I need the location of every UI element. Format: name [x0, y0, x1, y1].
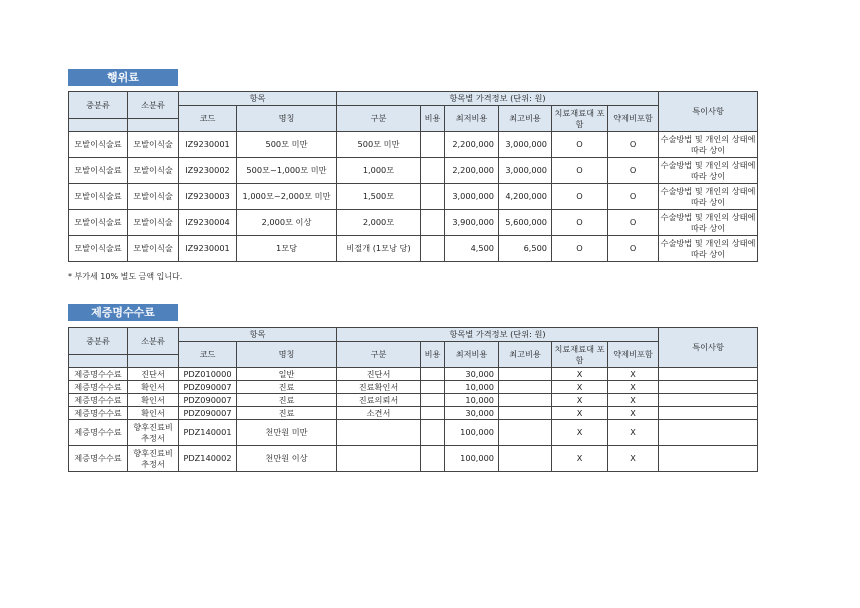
cell-drug: O: [608, 236, 659, 262]
header-min-cost: 최저비용: [445, 342, 499, 368]
cell-name: 진료: [237, 394, 337, 407]
header-cost: 비용: [421, 106, 445, 132]
cell-mid: 제증명수수료: [69, 381, 128, 394]
cell-name: 진료: [237, 407, 337, 420]
cell-sub: 모발이식술: [128, 158, 179, 184]
cell-code: IZ9230004: [179, 210, 237, 236]
cell-code: IZ9230001: [179, 236, 237, 262]
cell-material: X: [552, 446, 608, 472]
cell-division: 500모 미만: [337, 132, 421, 158]
cell-division: 진료의뢰서: [337, 394, 421, 407]
header-code: 코드: [179, 106, 237, 132]
cell-max-cost: [499, 420, 552, 446]
cell-code: PDZ090007: [179, 407, 237, 420]
cell-division: 진료확인서: [337, 381, 421, 394]
cell-min-cost: 2,200,000: [445, 158, 499, 184]
cell-max-cost: [499, 407, 552, 420]
cell-drug: O: [608, 158, 659, 184]
cell-min-cost: 30,000: [445, 407, 499, 420]
cell-code: IZ9230002: [179, 158, 237, 184]
table-row: [69, 368, 758, 381]
header-max-cost: 최고비용: [499, 106, 552, 132]
table-row: [69, 210, 758, 236]
header-group-item: 항목: [179, 328, 337, 342]
header-min-cost: 최저비용: [445, 106, 499, 132]
header-sub-category: 소분류: [128, 92, 179, 119]
cell-drug: X: [608, 420, 659, 446]
cell-name: 1,000모~2,000모 미만: [237, 184, 337, 210]
section-title-procedure-fees: 행위료: [68, 69, 178, 86]
cell-material: O: [552, 132, 608, 158]
cell-sub: 향후진료비 추정서: [128, 420, 179, 446]
certificate-fee-table: [68, 327, 758, 472]
procedure-fee-table: [68, 91, 758, 262]
table-row: [69, 184, 758, 210]
cell-sub: 확인서: [128, 407, 179, 420]
header-max-cost: 최고비용: [499, 342, 552, 368]
cell-drug: X: [608, 446, 659, 472]
cell-mid: 모발이식술료: [69, 158, 128, 184]
cell-remarks: 수술방법 및 개인의 상태에 따라 상이: [659, 210, 758, 236]
cell-mid: 제증명수수료: [69, 420, 128, 446]
cell-sub: 확인서: [128, 394, 179, 407]
cell-material: X: [552, 368, 608, 381]
cell-division: [337, 420, 421, 446]
cell-min-cost: 2,200,000: [445, 132, 499, 158]
table-row: [69, 407, 758, 420]
cell-material: O: [552, 210, 608, 236]
cell-name: 500모~1,000모 미만: [237, 158, 337, 184]
cell-drug: X: [608, 394, 659, 407]
cell-division: 비절개 (1모낭 당): [337, 236, 421, 262]
header-drug-included: 약제비포함: [608, 342, 659, 368]
cell-mid: 모발이식술료: [69, 210, 128, 236]
cell-division: 진단서: [337, 368, 421, 381]
header-division: 구분: [337, 106, 421, 132]
cell-code: PDZ140001: [179, 420, 237, 446]
header-drug-included: 약제비포함: [608, 106, 659, 132]
cell-sub: 모발이식술: [128, 184, 179, 210]
vat-note: * 부가세 10% 별도 금액 입니다.: [68, 272, 183, 281]
header-material-included: 치료재료대 포함: [552, 106, 608, 132]
header-name: 명칭: [237, 106, 337, 132]
cell-remarks: 수술방법 및 개인의 상태에 따라 상이: [659, 236, 758, 262]
table-row: [69, 381, 758, 394]
header-sub-category: 소분류: [128, 328, 179, 355]
cell-sub: 모발이식술: [128, 132, 179, 158]
table-row: [69, 446, 758, 472]
cell-max-cost: 3,000,000: [499, 132, 552, 158]
header-remarks: 특이사항: [659, 328, 758, 368]
cell-mid: 제증명수수료: [69, 446, 128, 472]
cell-drug: O: [608, 132, 659, 158]
cell-mid: 모발이식술료: [69, 184, 128, 210]
cell-remarks: [659, 381, 758, 394]
cell-sub: 모발이식술: [128, 210, 179, 236]
cell-cost: [421, 381, 445, 394]
cell-code: PDZ140002: [179, 446, 237, 472]
cell-drug: O: [608, 184, 659, 210]
cell-sub: 향후진료비 추정서: [128, 446, 179, 472]
cell-cost: [421, 236, 445, 262]
cell-remarks: 수술방법 및 개인의 상태에 따라 상이: [659, 184, 758, 210]
cell-material: X: [552, 407, 608, 420]
cell-cost: [421, 446, 445, 472]
cell-min-cost: 100,000: [445, 446, 499, 472]
cell-mid: 제증명수수료: [69, 368, 128, 381]
table-row: [69, 420, 758, 446]
cell-material: O: [552, 158, 608, 184]
cell-drug: X: [608, 407, 659, 420]
header-remarks: 특이사항: [659, 92, 758, 132]
cell-sub: 모발이식술: [128, 236, 179, 262]
cell-material: X: [552, 394, 608, 407]
header-code: 코드: [179, 342, 237, 368]
cell-name: 일반: [237, 368, 337, 381]
table-row: [69, 236, 758, 262]
cell-drug: O: [608, 210, 659, 236]
cell-max-cost: 5,600,000: [499, 210, 552, 236]
cell-cost: [421, 394, 445, 407]
cell-material: X: [552, 420, 608, 446]
cell-max-cost: 4,200,000: [499, 184, 552, 210]
cell-division: 소견서: [337, 407, 421, 420]
table-row: [69, 394, 758, 407]
cell-remarks: [659, 394, 758, 407]
cell-name: 1모당: [237, 236, 337, 262]
cell-name: 진료: [237, 381, 337, 394]
cell-cost: [421, 184, 445, 210]
header-mid-category: 중분류: [69, 328, 128, 355]
cell-code: PDZ090007: [179, 381, 237, 394]
header-group-item: 항목: [179, 92, 337, 106]
cell-max-cost: 6,500: [499, 236, 552, 262]
section-title-certificate-fees: 제증명수수료: [68, 304, 178, 321]
cell-division: 2,000모: [337, 210, 421, 236]
header-group-price: 항목별 가격정보 (단위: 원): [337, 328, 659, 342]
cell-code: IZ9230001: [179, 132, 237, 158]
cell-min-cost: 3,900,000: [445, 210, 499, 236]
cell-remarks: [659, 368, 758, 381]
cell-name: 500모 미만: [237, 132, 337, 158]
cell-mid: 제증명수수료: [69, 394, 128, 407]
cell-min-cost: 4,500: [445, 236, 499, 262]
cell-cost: [421, 407, 445, 420]
header-cost: 비용: [421, 342, 445, 368]
cell-sub: 진단서: [128, 368, 179, 381]
cell-name: 천만원 이상: [237, 446, 337, 472]
cell-division: [337, 446, 421, 472]
cell-material: O: [552, 236, 608, 262]
header-material-included: 치료재료대 포함: [552, 342, 608, 368]
table-row: [69, 132, 758, 158]
header-mid-category: 중분류: [69, 92, 128, 119]
header-division: 구분: [337, 342, 421, 368]
cell-code: PDZ010000: [179, 368, 237, 381]
cell-drug: X: [608, 368, 659, 381]
cell-min-cost: 3,000,000: [445, 184, 499, 210]
cell-remarks: 수술방법 및 개인의 상태에 따라 상이: [659, 132, 758, 158]
cell-remarks: [659, 446, 758, 472]
cell-mid: 제증명수수료: [69, 407, 128, 420]
cell-min-cost: 10,000: [445, 381, 499, 394]
cell-remarks: [659, 420, 758, 446]
cell-remarks: [659, 407, 758, 420]
cell-max-cost: 3,000,000: [499, 158, 552, 184]
cell-division: 1,500모: [337, 184, 421, 210]
cell-name: 2,000모 이상: [237, 210, 337, 236]
cell-min-cost: 30,000: [445, 368, 499, 381]
cell-cost: [421, 158, 445, 184]
cell-max-cost: [499, 381, 552, 394]
cell-drug: X: [608, 381, 659, 394]
cell-max-cost: [499, 394, 552, 407]
cell-cost: [421, 210, 445, 236]
cell-max-cost: [499, 368, 552, 381]
cell-min-cost: 100,000: [445, 420, 499, 446]
cell-code: PDZ090007: [179, 394, 237, 407]
cell-remarks: 수술방법 및 개인의 상태에 따라 상이: [659, 158, 758, 184]
header-group-price: 항목별 가격정보 (단위: 원): [337, 92, 659, 106]
cell-code: IZ9230003: [179, 184, 237, 210]
cell-sub: 확인서: [128, 381, 179, 394]
cell-mid: 모발이식술료: [69, 132, 128, 158]
cell-division: 1,000모: [337, 158, 421, 184]
cell-name: 천만원 미만: [237, 420, 337, 446]
cell-max-cost: [499, 446, 552, 472]
cell-min-cost: 10,000: [445, 394, 499, 407]
table-row: [69, 158, 758, 184]
header-name: 명칭: [237, 342, 337, 368]
cell-mid: 모발이식술료: [69, 236, 128, 262]
cell-material: X: [552, 381, 608, 394]
cell-cost: [421, 132, 445, 158]
cell-cost: [421, 420, 445, 446]
cell-cost: [421, 368, 445, 381]
cell-material: O: [552, 184, 608, 210]
